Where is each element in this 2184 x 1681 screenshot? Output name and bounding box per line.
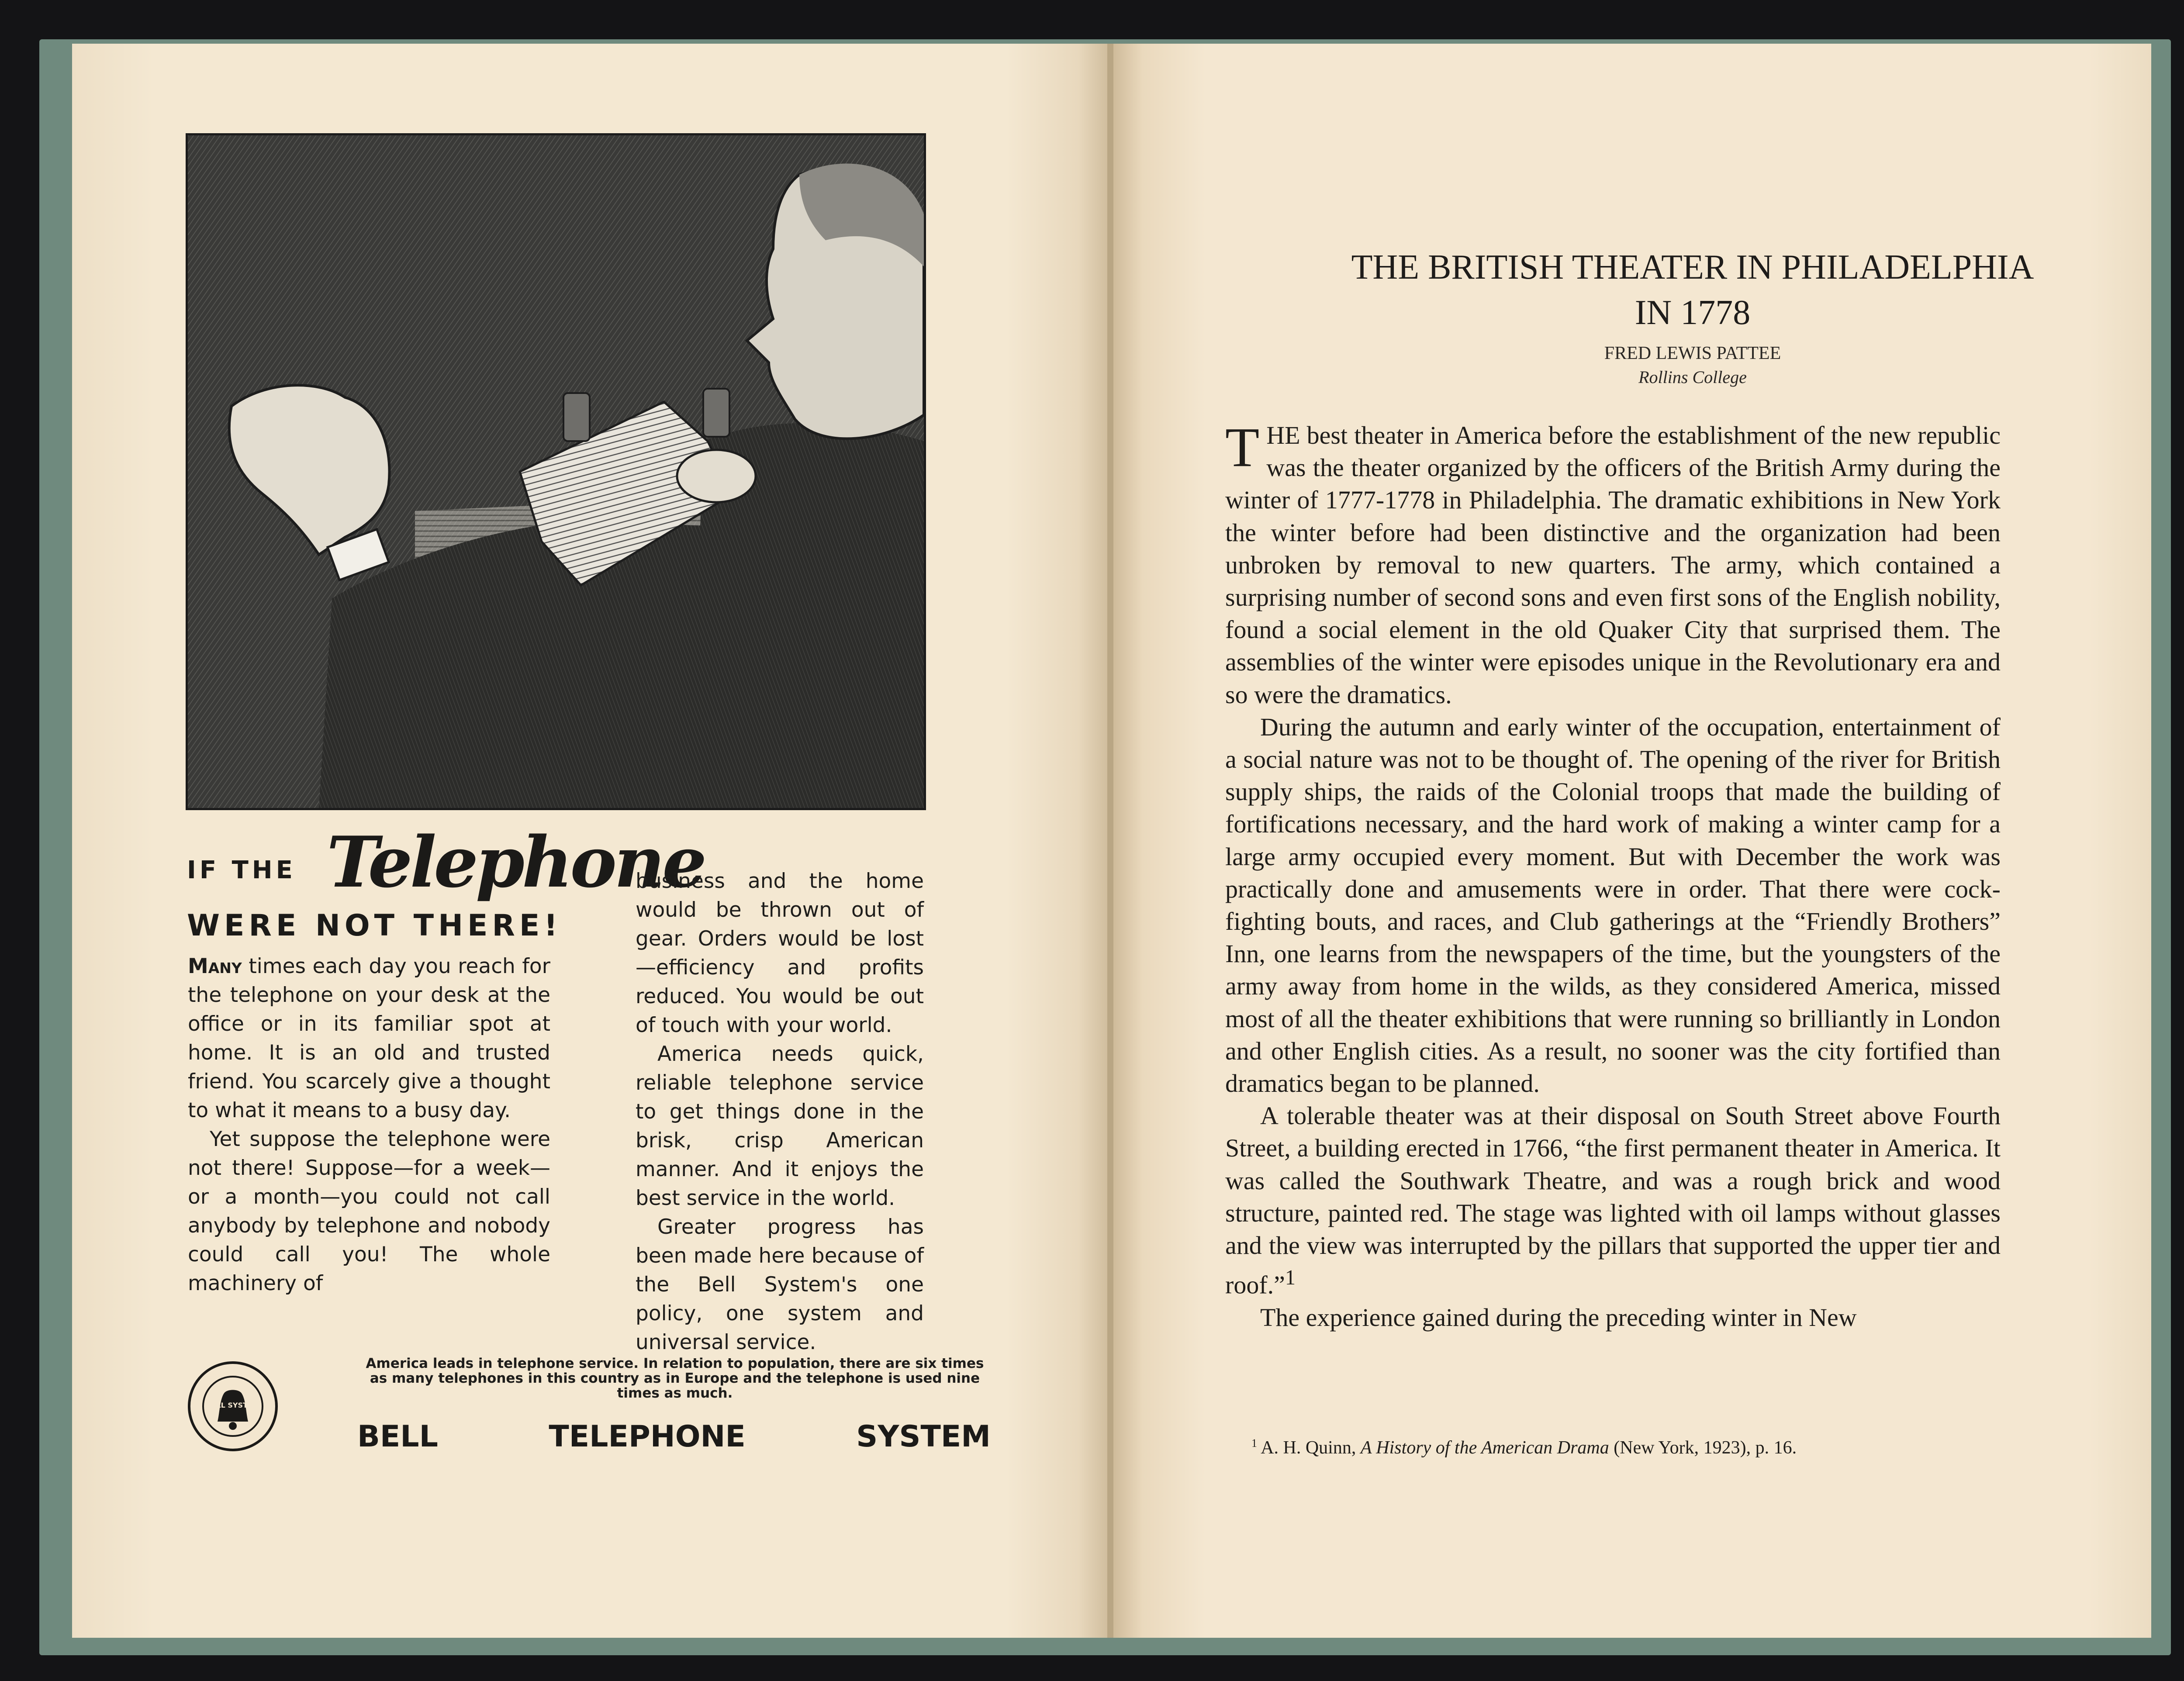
footnote-rest: (New York, 1923), p. 16. xyxy=(1614,1438,1797,1458)
signature-word: SYSTEM xyxy=(856,1419,991,1454)
signature-word: BELL xyxy=(357,1419,438,1454)
man-reading-illustration xyxy=(188,135,924,808)
article-title-line1: THE BRITISH THEATER IN PHILADELPHIA xyxy=(1351,248,2034,286)
footnote-reference: 1 xyxy=(1285,1266,1296,1290)
article-paragraph xyxy=(1225,1100,2001,1301)
right-hand xyxy=(677,450,756,502)
article-paragraph xyxy=(1225,416,2001,711)
ad-paragraph-text: times each day you reach for the telephone on your desk at the office or in its familiar spot at home. It is an old and trusted friend. You scarcely give a thought to what it means to a busy day. xyxy=(188,954,550,1122)
article-affiliation: Rollins College xyxy=(1638,367,1747,387)
ad-illustration xyxy=(186,133,926,810)
footnote-author: A. H. Quinn, xyxy=(1261,1438,1356,1458)
article-author: FRED LEWIS PATTEE xyxy=(1604,343,1781,363)
article-paragraph-text: A tolerable theater was at their disposal on South Street above Fourth Street, a building erected in 1766, “the first permanent theater in America. It was called the Southwark Theatre, and was a rough brick and wood structure, painted red. The stage was lighted with oil lamps without glasses and the view was interrupted by the pillars that supported the upper tier and roof.” xyxy=(1225,1101,2001,1299)
article-paragraph: During the autumn and early winter of the occupation, entertainment of a social nature was not to be thought of. The opening of the river for British supply ships, the raids of the Colonial troops that made the building of fortifications necessary, and the hard work of making a winter camp for a large army occupied every moment. But with December the work was practically done and amusements were in order. That there were cock-fighting bouts, and races, and Club gatherings at the “Friendly Brothers” Inn, one learns from the newspapers of the time, but the youngsters of the army away from home in the wilds, as they considered America, missed most of all the theater exhibitions that were running so brilliantly in London and other English cities. As a result, no sooner was the city fortified than dramatics began to be planned. xyxy=(1225,712,2001,1098)
ad-lead-word: Many xyxy=(188,954,242,978)
ad-paragraph: Greater progress has been made here because of the Bell System's one policy, one system and universal service. xyxy=(636,1215,924,1354)
ad-footnote: America leads in telephone service. In relation to population, there are six times as many telephones in this country as in Europe and the telephone is used nine times as much. xyxy=(366,1356,984,1401)
ink-bottle-right xyxy=(703,389,729,437)
book-gutter xyxy=(1107,44,1113,1638)
footnote-title: A History of the American Drama xyxy=(1360,1438,1609,1458)
article-title xyxy=(1223,245,2162,335)
logo-center-text: BELL SYSTEM xyxy=(206,1401,259,1409)
article-footnote xyxy=(1225,1437,2001,1458)
ad-headline-not-there: WERE NOT THERE! xyxy=(187,908,562,943)
article-body xyxy=(1225,416,2001,1334)
ad-column-right xyxy=(636,867,924,1357)
ad-paragraph: business and the home would be thrown out of gear. Orders would be lost—efficiency and profits reduced. You would be out of touch with your world. xyxy=(636,869,924,1037)
ad-column-left xyxy=(188,952,550,1298)
ad-headline-if-the: IF THE xyxy=(187,856,296,884)
drop-cap: T xyxy=(1225,416,1260,478)
ad-paragraph: America needs quick, reliable telephone service to get things done in the brisk, crisp American manner. And it enjoys the best service in the world. xyxy=(636,1042,924,1210)
ink-bottle-left xyxy=(563,393,590,441)
ad-headline-telephone: Telephone xyxy=(327,821,705,903)
ad-signature xyxy=(357,1419,991,1454)
footnote-mark: 1 xyxy=(1251,1437,1257,1450)
ad-paragraph: Yet suppose the telephone were not there! Suppose—for a week—or a month—you could not call anybody by telephone and nobody could call you! The whole machinery of xyxy=(188,1127,550,1295)
bell-system-logo xyxy=(187,1360,279,1452)
article-paragraph: The experience gained during the preceding winter in New xyxy=(1260,1303,1857,1332)
article-paragraph-text: HE best theater in America before the establishment of the new republic was the theater organized by the officers of the British Army during the winter of 1777-1778 in Philadelphia. The dramatic exhibitions in New York the winter before had been distinctive and the organization had been unbroken by removal to new quarters. The army, which contained a surprising number of second sons and even first sons of the English nobility, found a social element in the old Quaker City that surprised them. The assemblies of the winter were episodes unique in the Revolutionary era and so were the dramatics. xyxy=(1225,421,2001,709)
ad-paragraph xyxy=(188,952,550,1125)
article-title-line2: IN 1778 xyxy=(1635,293,1751,332)
signature-word: TELEPHONE xyxy=(549,1419,746,1454)
